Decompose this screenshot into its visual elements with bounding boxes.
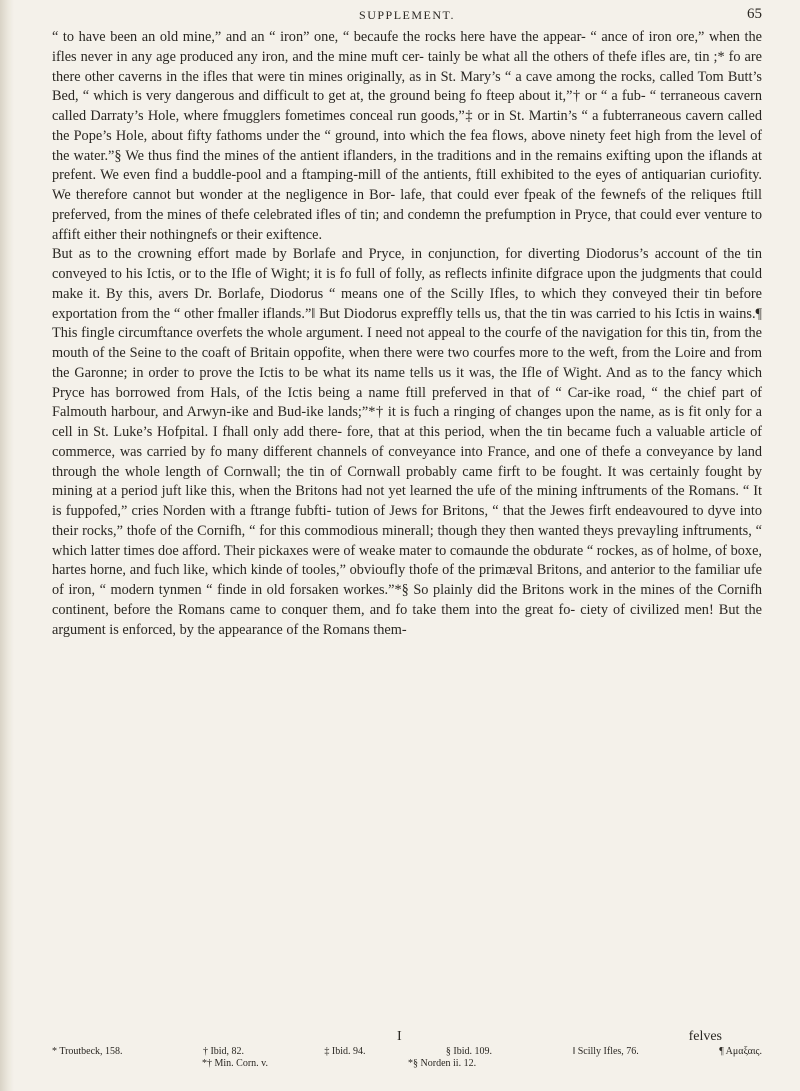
body-text <box>52 28 762 640</box>
paragraph-1: “ to have been an old mine,” and an “ iron” one, “ becaufe the rocks here have the appear- “ ance of iron ore,” when the ifles never in any age produced any iron, and the mine muft cer- tainly be what all the others of thefe ifles are, tin ;* fo are there other caverns in the ifles that were tin mines originally, as in St. Mary’s “ a cave among the rocks, called Tom Butt’s Bed, “ which is very dangerous and difficult to get at, the ground being fo fteep about it,”† or “ a fub- “ terraneous cavern called Darraty’s Hole, where fmugglers fometimes conceal run goods,”‡ or in St. Martin’s “ a fubterraneous cavern called the Pope’s Hole, about fifty fathoms under the “ ground, into which the fea flows, above ninety feet high from the level of the water.”§ We thus find the mines of the antient iflanders, in the traditions and in the remains exifting upon the iflands at prefent. We even find a buddle-pool and a ftamping-mill of the antients, ftill exhibited to the eyes of antiquarian curiofity. We therefore cannot but wonder at the negligence in Bor- lafe, that could ever fpeak of the fewnefs of the reliques ftill preferved, from the mines of thefe celebrated ifles of tin; and condemn the prefumption in Pryce, that could ever venture to affift either their nothingnefs or their exiftence. <box>52 29 762 243</box>
footnote: * Troutbeck, 158. <box>52 1046 123 1057</box>
footnote: *§ Norden ii. 12. <box>408 1058 477 1069</box>
book-gutter-shadow <box>0 0 14 1091</box>
footnote-row <box>52 1046 762 1058</box>
page-header <box>52 8 762 30</box>
footnote: *† Min. Corn. v. <box>202 1058 269 1069</box>
footnote: ‡ Ibid. 94. <box>324 1046 366 1057</box>
signature-mark: I <box>397 1029 402 1044</box>
footnote-row <box>52 1058 762 1070</box>
footnote: ‖ Scilly Ifles, 76. <box>572 1046 639 1057</box>
paragraph-2: But as to the crowning effort made by Borlafe and Pryce, in conjunction, for diverting Diodorus’s account of the tin conveyed to his Ictis, or to the Ifle of Wight; it is fo full of folly, as reflects infinite difgrace upon the judgments that could make it. By this, avers Dr. Borlafe, Diodorus “ means one of the Scilly Ifles, to which they conveyed their tin before exportation from the “ other fmaller iflands.”‖ But Diodorus expreffly tells us, that the tin was carried to his Ictis in wains.¶ This fingle circumftance overfets the whole argument. I need not appeal to the courfe of the navigation for this tin, from the mouth of the Seine to the coaft of Britain oppofite, when there were two courfes more to the weft, from the Loire and from the Garonne; in order to prove the Ictis to be what its name tells us it was, the Ifle of Wight. And as to the fancy which Pryce has borrowed from Hals, of the Ictis being a name ftill preferved in that of “ Car-ike road, “ the chief part of Falmouth harbour, and Arwyn-ike and Bud-ike lands;”*† it is fuch a ringing of changes upon the name, as is fit only for a cell in St. Luke’s Hofpital. I fhall only add there- fore, that at this period, when the tin became fuch a valuable article of commerce, was carried by fo many different channels of conveyance into France, and one of thefe a conveyance by land through the whole length of Cornwall; the tin of Cornwall probably came firft to be fought. It was certainly fought by mining at a period juft like this, when the Britons had not yet learned the ufe of the mining inftruments of the Romans. “ It is fuppofed,” cries Norden with a ftrange fubfti- tution of Jews for Britons, “ that the Jewes firft endeavoured to dyve into their rocks,” thofe of the Cornifh, “ for this commodious minerall; though they then wanted theys prevayling inftruments, “ which latter times doe afford. Their pickaxes were of weake mater to comaunde the obdurate “ rockes, as of holme, of boxe, hartes horne, and fuch like, which kinde of tooles,” obvioufly thofe of the primæval Britons, and anterior to the familiar ufe of iron, “ modern tynmen “ finde in old forsaken workes.”*§ So plainly did the Britons work in the mines of the Cornifh continent, before the Romans came to conquer them, and fo take them into the great fo- ciety of civilized men! But the argument is enforced, by the appearance of the Romans them- <box>52 246 762 638</box>
running-head: SUPPLEMENT. <box>359 8 455 22</box>
footnote: † Ibid, 82. <box>202 1046 245 1057</box>
footnotes <box>52 1046 762 1070</box>
footnote: ¶ Αμαξαις. <box>719 1046 762 1057</box>
book-page <box>52 0 762 1091</box>
catchword: felves <box>688 1029 722 1044</box>
footnote: § Ibid. 109. <box>445 1046 493 1057</box>
page-number: 65 <box>747 6 762 22</box>
